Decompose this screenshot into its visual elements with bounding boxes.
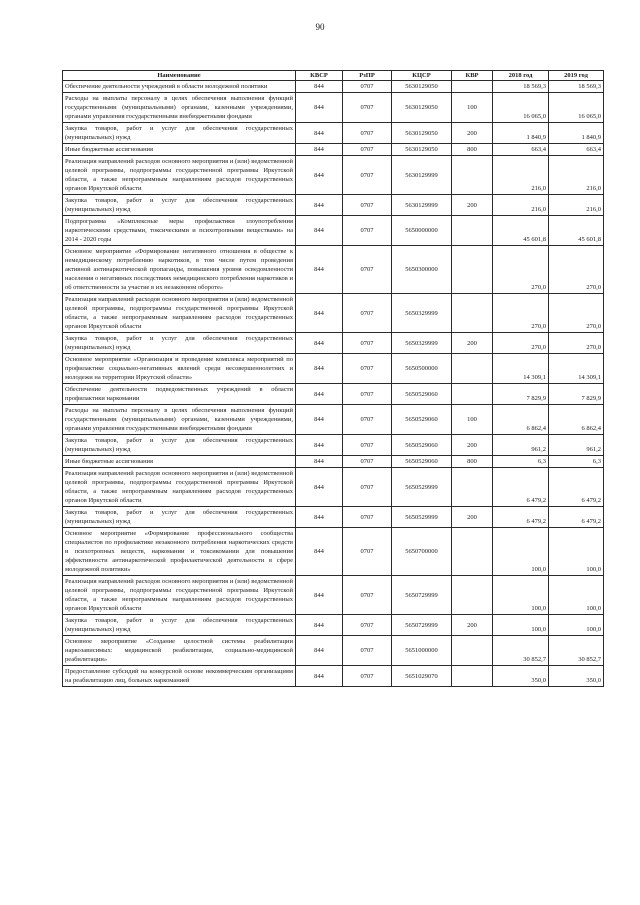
row-kvr: 200 <box>452 435 493 456</box>
row-kcsr: 5650300000 <box>392 246 452 294</box>
row-amount-2019: 6 862,4 <box>549 405 604 435</box>
row-amount-2019: 6,3 <box>549 456 604 468</box>
row-kvsr: 844 <box>296 294 343 333</box>
row-kcsr: 5650329999 <box>392 294 452 333</box>
row-name: Реализация направлений расходов основного мероприятия и (или) ведомственной целевой программы, подпрограммы государственной программы Иркутской области, а также непрограммным направлениям расходов государственных органов Иркутской области <box>63 156 296 195</box>
page-number: 90 <box>315 22 325 32</box>
row-kcsr: 5630129050 <box>392 123 452 144</box>
row-name: Закупка товаров, работ и услуг для обеспечения государственных (муниципальных) нужд <box>63 507 296 528</box>
row-kcsr: 5630129999 <box>392 195 452 216</box>
row-kvsr: 844 <box>296 81 343 93</box>
row-kvr: 100 <box>452 93 493 123</box>
row-name: Иные бюджетные ассигнования <box>63 144 296 156</box>
row-name: Реализация направлений расходов основного мероприятия и (или) ведомственной целевой программы, подпрограммы государственной программы Иркутской области, а также непрограммным направлениям расходов государственных органов Иркутской области <box>63 576 296 615</box>
row-name: Основное мероприятие «Организация и проведение комплекса мероприятий по профилактике социально-негативных явлений среди несовершеннолетних и молодежи на территории Иркутской области» <box>63 354 296 384</box>
row-name: Закупка товаров, работ и услуг для обеспечения государственных (муниципальных) нужд <box>63 123 296 144</box>
row-kvr <box>452 81 493 93</box>
table-row <box>63 666 604 687</box>
row-amount-2019: 216,0 <box>549 195 604 216</box>
row-name: Обеспечение деятельности учреждений в области молодежной политики <box>63 81 296 93</box>
row-kcsr: 5650000000 <box>392 216 452 246</box>
table-row <box>63 123 604 144</box>
row-kcsr: 5650529060 <box>392 435 452 456</box>
row-amount-2019: 16 065,0 <box>549 93 604 123</box>
row-name: Закупка товаров, работ и услуг для обеспечения государственных (муниципальных) нужд <box>63 435 296 456</box>
row-kvsr: 844 <box>296 576 343 615</box>
row-kvsr: 844 <box>296 246 343 294</box>
row-kvr <box>452 528 493 576</box>
row-rzpr: 0707 <box>343 384 392 405</box>
row-rzpr: 0707 <box>343 246 392 294</box>
row-name: Иные бюджетные ассигнования <box>63 456 296 468</box>
row-kvsr: 844 <box>296 93 343 123</box>
row-rzpr: 0707 <box>343 528 392 576</box>
header-kvsr: КВСР <box>296 71 343 81</box>
row-rzpr: 0707 <box>343 435 392 456</box>
row-kvsr: 844 <box>296 666 343 687</box>
row-name: Закупка товаров, работ и услуг для обеспечения государственных (муниципальных) нужд <box>63 195 296 216</box>
header-kcsr: КЦСР <box>392 71 452 81</box>
row-amount-2018: 1 840,9 <box>493 123 549 144</box>
row-kvsr: 844 <box>296 216 343 246</box>
table-row <box>63 384 604 405</box>
row-amount-2019: 270,0 <box>549 294 604 333</box>
header-kvr: КВР <box>452 71 493 81</box>
row-kcsr: 5650329999 <box>392 333 452 354</box>
row-amount-2018: 270,0 <box>493 246 549 294</box>
row-amount-2018: 270,0 <box>493 294 549 333</box>
table-row <box>63 507 604 528</box>
row-kvr <box>452 384 493 405</box>
row-kvsr: 844 <box>296 636 343 666</box>
row-name: Подпрограмма «Комплексные меры профилактики злоупотребления наркотическими средствами, токсическими и психотропными веществами» на 2014 - 2020 годы <box>63 216 296 246</box>
table-row <box>63 195 604 216</box>
row-rzpr: 0707 <box>343 507 392 528</box>
row-amount-2018: 350,0 <box>493 666 549 687</box>
table-row <box>63 405 604 435</box>
table-row <box>63 636 604 666</box>
row-kvr: 200 <box>452 123 493 144</box>
row-rzpr: 0707 <box>343 144 392 156</box>
row-kvsr: 844 <box>296 456 343 468</box>
row-kcsr: 5650529999 <box>392 468 452 507</box>
row-rzpr: 0707 <box>343 456 392 468</box>
budget-table <box>62 70 604 687</box>
row-amount-2019: 100,0 <box>549 615 604 636</box>
row-kvsr: 844 <box>296 405 343 435</box>
row-amount-2018: 6 479,2 <box>493 507 549 528</box>
table-header-row <box>63 71 604 81</box>
row-amount-2019: 14 309,1 <box>549 354 604 384</box>
row-rzpr: 0707 <box>343 636 392 666</box>
row-name: Закупка товаров, работ и услуг для обеспечения государственных (муниципальных) нужд <box>63 333 296 354</box>
table-body <box>63 81 604 687</box>
row-amount-2019: 270,0 <box>549 246 604 294</box>
row-kvr <box>452 576 493 615</box>
row-kvsr: 844 <box>296 354 343 384</box>
row-kvr <box>452 636 493 666</box>
row-kvr <box>452 246 493 294</box>
row-name: Основное мероприятие «Формирование профессионального сообщества специалистов по профилактике незаконного потребления наркотических средств и психотропных веществ, наркомании и токсикомании для повышения эффективности антинаркотической профилактической деятельности в сфере молодежной политики» <box>63 528 296 576</box>
row-name: Расходы на выплаты персоналу в целях обеспечения выполнения функций государственными (муниципальными) органами, казенными учреждениями, органами управления государственными внебюджетными фондами <box>63 405 296 435</box>
row-amount-2018: 45 601,8 <box>493 216 549 246</box>
row-amount-2018: 100,0 <box>493 576 549 615</box>
table-row <box>63 435 604 456</box>
row-amount-2019: 18 569,3 <box>549 81 604 93</box>
row-amount-2018: 6 862,4 <box>493 405 549 435</box>
row-amount-2018: 6 479,2 <box>493 468 549 507</box>
row-kvsr: 844 <box>296 384 343 405</box>
row-rzpr: 0707 <box>343 123 392 144</box>
row-kvsr: 844 <box>296 144 343 156</box>
row-amount-2018: 270,0 <box>493 333 549 354</box>
row-kvr: 100 <box>452 405 493 435</box>
table-row <box>63 81 604 93</box>
row-amount-2019: 216,0 <box>549 156 604 195</box>
row-rzpr: 0707 <box>343 216 392 246</box>
row-rzpr: 0707 <box>343 468 392 507</box>
row-kvr <box>452 666 493 687</box>
row-amount-2019: 6 479,2 <box>549 468 604 507</box>
row-kcsr: 5651000000 <box>392 636 452 666</box>
table-row <box>63 354 604 384</box>
row-amount-2019: 45 601,8 <box>549 216 604 246</box>
row-amount-2019: 961,2 <box>549 435 604 456</box>
row-rzpr: 0707 <box>343 195 392 216</box>
row-amount-2019: 663,4 <box>549 144 604 156</box>
row-kvr <box>452 216 493 246</box>
row-amount-2018: 30 852,7 <box>493 636 549 666</box>
row-amount-2018: 961,2 <box>493 435 549 456</box>
row-amount-2018: 6,3 <box>493 456 549 468</box>
row-kvr: 800 <box>452 456 493 468</box>
row-amount-2018: 18 569,3 <box>493 81 549 93</box>
row-rzpr: 0707 <box>343 405 392 435</box>
row-kcsr: 5630129050 <box>392 144 452 156</box>
row-name: Реализация направлений расходов основного мероприятия и (или) ведомственной целевой программы, подпрограммы государственной программы Иркутской области, а также непрограммным направлениям расходов государственных органов Иркутской области <box>63 294 296 333</box>
table-row <box>63 246 604 294</box>
row-kvr <box>452 294 493 333</box>
row-kcsr: 5650729999 <box>392 615 452 636</box>
row-rzpr: 0707 <box>343 333 392 354</box>
row-amount-2018: 100,0 <box>493 528 549 576</box>
row-rzpr: 0707 <box>343 576 392 615</box>
row-name: Обеспечение деятельности подведомственных учреждений в области профилактики наркомании <box>63 384 296 405</box>
row-kcsr: 5650500000 <box>392 354 452 384</box>
table-row <box>63 456 604 468</box>
table-row <box>63 615 604 636</box>
row-amount-2018: 216,0 <box>493 195 549 216</box>
row-amount-2018: 216,0 <box>493 156 549 195</box>
row-kvsr: 844 <box>296 156 343 195</box>
row-name: Предоставление субсидий на конкурсной основе некоммерческим организациям на реабилитацию лиц, больных наркоманией <box>63 666 296 687</box>
row-kvsr: 844 <box>296 528 343 576</box>
table-row <box>63 528 604 576</box>
row-kcsr: 5651029070 <box>392 666 452 687</box>
row-kvsr: 844 <box>296 435 343 456</box>
row-name: Основное мероприятие «Формирование негативного отношения в обществе к немедицинскому потреблению наркотиков, в том числе путем проведения активной антинаркотической пропаганды, повышения уровня осведомленности населения о негативных последствиях немедицинского потребления наркотиков и об ответственности за участие в их незаконном обороте» <box>63 246 296 294</box>
row-kvr <box>452 468 493 507</box>
row-amount-2019: 100,0 <box>549 528 604 576</box>
row-kcsr: 5630129050 <box>392 93 452 123</box>
row-rzpr: 0707 <box>343 294 392 333</box>
row-kcsr: 5630129050 <box>392 81 452 93</box>
row-name: Основное мероприятие «Создание целостной системы реабилитации наркозависимых: медицинской реабилитации, социально-медицинской реабилитации» <box>63 636 296 666</box>
row-rzpr: 0707 <box>343 666 392 687</box>
row-kcsr: 5650700000 <box>392 528 452 576</box>
table-row <box>63 216 604 246</box>
table-row <box>63 576 604 615</box>
row-rzpr: 0707 <box>343 354 392 384</box>
row-kvsr: 844 <box>296 195 343 216</box>
row-kvsr: 844 <box>296 333 343 354</box>
row-amount-2019: 6 479,2 <box>549 507 604 528</box>
row-name: Расходы на выплаты персоналу в целях обеспечения выполнения функций государственными (муниципальными) органами, казенными учреждениями, органами управления государственными внебюджетными фондами <box>63 93 296 123</box>
row-name: Реализация направлений расходов основного мероприятия и (или) ведомственной целевой программы, подпрограммы государственной программы Иркутской области, а также непрограммным направлениям расходов государственных органов Иркутской области <box>63 468 296 507</box>
row-kvr: 200 <box>452 195 493 216</box>
header-2018: 2018 год <box>493 71 549 81</box>
table-row <box>63 144 604 156</box>
row-rzpr: 0707 <box>343 93 392 123</box>
row-amount-2019: 100,0 <box>549 576 604 615</box>
row-kcsr: 5650529999 <box>392 507 452 528</box>
table-row <box>63 93 604 123</box>
row-rzpr: 0707 <box>343 615 392 636</box>
row-kvr: 200 <box>452 507 493 528</box>
row-amount-2019: 30 852,7 <box>549 636 604 666</box>
row-amount-2018: 16 065,0 <box>493 93 549 123</box>
row-kvr: 200 <box>452 615 493 636</box>
row-kvr: 200 <box>452 333 493 354</box>
row-amount-2019: 350,0 <box>549 666 604 687</box>
row-kvsr: 844 <box>296 507 343 528</box>
table-row <box>63 294 604 333</box>
row-amount-2019: 7 829,9 <box>549 384 604 405</box>
table-row <box>63 468 604 507</box>
row-rzpr: 0707 <box>343 81 392 93</box>
row-kcsr: 5650529060 <box>392 384 452 405</box>
row-rzpr: 0707 <box>343 156 392 195</box>
row-amount-2018: 663,4 <box>493 144 549 156</box>
table-row <box>63 156 604 195</box>
row-kvsr: 844 <box>296 468 343 507</box>
row-kvr <box>452 156 493 195</box>
row-amount-2018: 100,0 <box>493 615 549 636</box>
row-amount-2019: 270,0 <box>549 333 604 354</box>
header-2019: 2019 год <box>549 71 604 81</box>
row-amount-2019: 1 840,9 <box>549 123 604 144</box>
row-name: Закупка товаров, работ и услуг для обеспечения государственных (муниципальных) нужд <box>63 615 296 636</box>
row-kvsr: 844 <box>296 615 343 636</box>
header-rzpr: РзПР <box>343 71 392 81</box>
row-kvsr: 844 <box>296 123 343 144</box>
row-kvr: 800 <box>452 144 493 156</box>
row-kcsr: 5630129999 <box>392 156 452 195</box>
row-kcsr: 5650729999 <box>392 576 452 615</box>
row-amount-2018: 7 829,9 <box>493 384 549 405</box>
row-amount-2018: 14 309,1 <box>493 354 549 384</box>
row-kcsr: 5650529060 <box>392 456 452 468</box>
header-name: Наименование <box>63 71 296 81</box>
table-row <box>63 333 604 354</box>
row-kcsr: 5650529060 <box>392 405 452 435</box>
row-kvr <box>452 354 493 384</box>
